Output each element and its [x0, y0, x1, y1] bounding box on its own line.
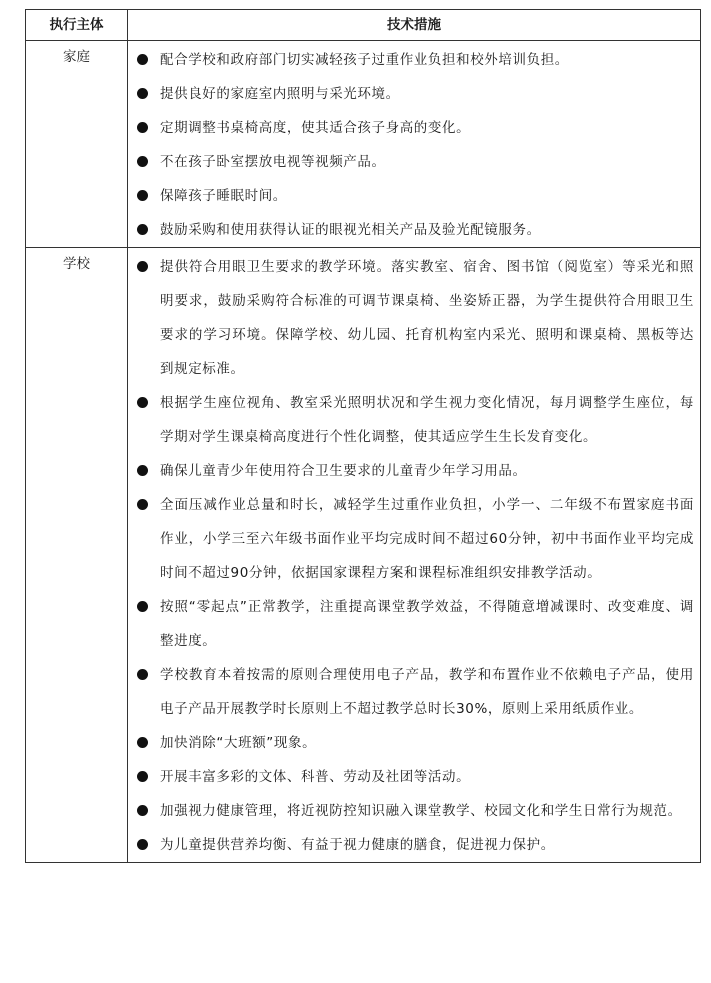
bullet-icon	[137, 771, 148, 782]
list-item	[128, 658, 700, 726]
bullet-icon	[137, 397, 148, 408]
measure-text: 开展丰富多彩的文体、科普、劳动及社团等活动。	[160, 769, 471, 785]
list-item	[128, 111, 700, 145]
table-row	[26, 41, 701, 248]
list-item	[128, 488, 700, 590]
measure-text: 配合学校和政府部门切实减轻孩子过重作业负担和校外培训负担。	[160, 52, 569, 68]
measure-list	[128, 41, 700, 247]
bullet-icon	[137, 465, 148, 476]
bullet-icon	[137, 499, 148, 510]
list-item	[128, 726, 700, 760]
header-row	[26, 10, 701, 41]
bullet-icon	[137, 669, 148, 680]
measure-text: 全面压减作业总量和时长，减轻学生过重作业负担，小学一、二年级不布置家庭书面作业，小学三至六年级书面作业平均完成时间不超过60分钟，初中书面作业平均完成时间不超过90分钟，依据国家课程方案和课程标准组织安排教学活动。	[160, 497, 694, 581]
bullet-icon	[137, 601, 148, 612]
list-item	[128, 590, 700, 658]
bottom-rule-cell	[26, 863, 128, 868]
list-item	[128, 77, 700, 111]
measure-text: 学校教育本着按需的原则合理使用电子产品，教学和布置作业不依赖电子产品，使用电子产品开展教学时长原则上不超过教学总时长30%，原则上采用纸质作业。	[160, 667, 694, 717]
row-measures	[128, 248, 701, 863]
measure-text: 按照“零起点”正常教学，注重提高课堂教学效益，不得随意增减课时、改变难度、调整进度。	[160, 599, 694, 649]
list-item	[128, 760, 700, 794]
measure-text: 为儿童提供营养均衡、有益于视力健康的膳食，促进视力保护。	[160, 837, 555, 853]
table-row	[26, 248, 701, 863]
list-item	[128, 454, 700, 488]
bullet-icon	[137, 737, 148, 748]
measures-table	[25, 9, 701, 867]
measure-text: 提供符合用眼卫生要求的教学环境。落实教室、宿舍、图书馆（阅览室）等采光和照明要求，鼓励采购符合标准的可调节课桌椅、坐姿矫正器，为学生提供符合用眼卫生要求的学习环境。保障学校、幼儿园、托育机构室内采光、照明和课桌椅、黑板等达到规定标准。	[160, 259, 694, 377]
bullet-icon	[137, 190, 148, 201]
header-subject: 执行主体	[26, 10, 128, 41]
table-bottom-rule	[26, 863, 701, 868]
measure-text: 鼓励采购和使用获得认证的眼视光相关产品及验光配镜服务。	[160, 222, 541, 238]
bullet-icon	[137, 805, 148, 816]
header-measures: 技术措施	[128, 10, 701, 41]
bottom-rule-cell	[128, 863, 701, 868]
measure-text: 保障孩子睡眠时间。	[160, 188, 287, 204]
bullet-icon	[137, 54, 148, 65]
list-item	[128, 250, 700, 386]
measure-text: 加强视力健康管理，将近视防控知识融入课堂教学、校园文化和学生日常行为规范。	[160, 803, 682, 819]
measure-list	[128, 248, 700, 862]
measure-text: 根据学生座位视角、教室采光照明状况和学生视力变化情况，每月调整学生座位，每学期对学生课桌椅高度进行个性化调整，使其适应学生生长发育变化。	[160, 395, 694, 445]
bullet-icon	[137, 88, 148, 99]
bullet-icon	[137, 122, 148, 133]
bullet-icon	[137, 839, 148, 850]
bullet-icon	[137, 224, 148, 235]
list-item	[128, 213, 700, 247]
bullet-icon	[137, 156, 148, 167]
measure-text: 定期调整书桌椅高度，使其适合孩子身高的变化。	[160, 120, 471, 136]
list-item	[128, 828, 700, 862]
row-measures	[128, 41, 701, 248]
row-subject: 学校	[26, 248, 128, 863]
list-item	[128, 794, 700, 828]
list-item	[128, 386, 700, 454]
list-item	[128, 145, 700, 179]
list-item	[128, 179, 700, 213]
measure-text: 确保儿童青少年使用符合卫生要求的儿童青少年学习用品。	[160, 463, 527, 479]
measure-text: 加快消除“大班额”现象。	[160, 735, 317, 751]
row-subject: 家庭	[26, 41, 128, 248]
bullet-icon	[137, 261, 148, 272]
measure-text: 提供良好的家庭室内照明与采光环境。	[160, 86, 400, 102]
list-item	[128, 43, 700, 77]
measure-text: 不在孩子卧室摆放电视等视频产品。	[160, 154, 386, 170]
